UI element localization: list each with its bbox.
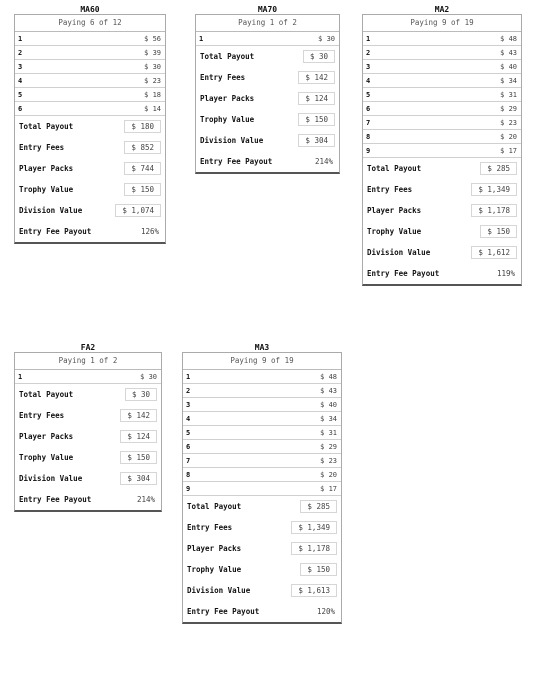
summary-value: $ 304: [120, 472, 157, 485]
place-number: 6: [186, 442, 191, 451]
summary-value: $ 150: [124, 183, 161, 196]
division-title: MA3: [254, 343, 270, 352]
place-row: [363, 102, 521, 116]
summary-label: Total Payout: [187, 502, 242, 511]
summary-label: Player Packs: [367, 206, 422, 215]
place-row: [196, 32, 339, 46]
payout-table: [14, 352, 162, 512]
summary-value: $ 1,178: [471, 204, 517, 217]
summary-label: Entry Fee Payout: [200, 157, 273, 166]
place-row: [183, 468, 341, 482]
place-row: [183, 426, 341, 440]
place-payout: $ 29: [320, 442, 337, 451]
summary-label: Trophy Value: [200, 115, 255, 124]
paying-label: Paying 9 of 19: [363, 15, 521, 32]
summary-value: $ 304: [298, 134, 335, 147]
summary-value: $ 285: [480, 162, 517, 175]
place-payout: $ 30: [140, 372, 157, 381]
place-row: [363, 116, 521, 130]
place-number: 1: [366, 34, 371, 43]
payout-table: [14, 14, 166, 244]
summary-list: [15, 116, 165, 242]
summary-row: [15, 426, 161, 447]
summary-label: Entry Fee Payout: [367, 269, 440, 278]
summary-row: [15, 405, 161, 426]
summary-label: Total Payout: [19, 122, 74, 131]
paying-label: Paying 1 of 2: [15, 353, 161, 370]
summary-value: $ 142: [120, 409, 157, 422]
summary-label: Trophy Value: [187, 565, 242, 574]
place-payout: $ 31: [320, 428, 337, 437]
summary-row: [15, 200, 165, 221]
paying-label: Paying 1 of 2: [196, 15, 339, 32]
place-number: 9: [186, 484, 191, 493]
summary-value: $ 150: [120, 451, 157, 464]
place-number: 1: [18, 372, 23, 381]
place-row: [15, 370, 161, 384]
payout-table: [195, 14, 340, 174]
place-number: 3: [18, 62, 23, 71]
summary-row: [363, 179, 521, 200]
places-list: [183, 370, 341, 496]
summary-value: $ 180: [124, 120, 161, 133]
payout-table: [182, 352, 342, 624]
summary-value: $ 1,349: [291, 521, 337, 534]
place-payout: $ 40: [320, 400, 337, 409]
summary-row: [15, 179, 165, 200]
paying-label: Paying 9 of 19: [183, 353, 341, 370]
summary-label: Trophy Value: [19, 185, 74, 194]
place-number: 4: [366, 76, 371, 85]
summary-value: $ 150: [300, 563, 337, 576]
summary-value: 120%: [316, 607, 335, 616]
summary-value: $ 1,613: [291, 584, 337, 597]
summary-row: [363, 200, 521, 221]
summary-row: [183, 580, 341, 601]
summary-value: $ 744: [124, 162, 161, 175]
summary-label: Total Payout: [367, 164, 422, 173]
summary-label: Total Payout: [19, 390, 74, 399]
place-row: [15, 88, 165, 102]
place-row: [15, 74, 165, 88]
summary-row: [183, 496, 341, 517]
summary-row: [363, 263, 521, 284]
place-number: 8: [366, 132, 371, 141]
place-number: 4: [186, 414, 191, 423]
summary-value: $ 30: [125, 388, 157, 401]
summary-row: [15, 447, 161, 468]
summary-list: [363, 158, 521, 284]
place-payout: $ 48: [500, 34, 517, 43]
place-payout: $ 23: [320, 456, 337, 465]
division-title: MA60: [80, 5, 100, 14]
place-payout: $ 17: [500, 146, 517, 155]
place-row: [363, 144, 521, 158]
place-payout: $ 30: [318, 34, 335, 43]
summary-label: Division Value: [19, 206, 83, 215]
place-payout: $ 30: [144, 62, 161, 71]
summary-list: [196, 46, 339, 172]
payout-table: [362, 14, 522, 286]
summary-row: [15, 137, 165, 158]
place-number: 2: [366, 48, 371, 57]
place-number: 1: [199, 34, 204, 43]
summary-label: Trophy Value: [367, 227, 422, 236]
place-number: 1: [18, 34, 23, 43]
place-number: 2: [186, 386, 191, 395]
place-payout: $ 29: [500, 104, 517, 113]
place-row: [15, 60, 165, 74]
summary-value: 214%: [314, 157, 333, 166]
summary-value: $ 1,612: [471, 246, 517, 259]
place-payout: $ 20: [500, 132, 517, 141]
summary-row: [196, 151, 339, 172]
place-payout: $ 23: [144, 76, 161, 85]
places-list: [196, 32, 339, 46]
place-number: 9: [366, 146, 371, 155]
place-row: [363, 60, 521, 74]
places-list: [363, 32, 521, 158]
place-row: [183, 370, 341, 384]
place-row: [363, 88, 521, 102]
division-title: MA2: [434, 5, 450, 14]
summary-value: $ 1,178: [291, 542, 337, 555]
summary-label: Division Value: [200, 136, 264, 145]
place-payout: $ 48: [320, 372, 337, 381]
place-number: 3: [366, 62, 371, 71]
summary-row: [183, 538, 341, 559]
paying-label: Paying 6 of 12: [15, 15, 165, 32]
place-payout: $ 20: [320, 470, 337, 479]
summary-value: $ 30: [303, 50, 335, 63]
summary-row: [15, 489, 161, 510]
summary-row: [15, 221, 165, 242]
place-number: 4: [18, 76, 23, 85]
summary-value: 214%: [136, 495, 155, 504]
place-row: [15, 102, 165, 116]
place-payout: $ 31: [500, 90, 517, 99]
summary-label: Division Value: [19, 474, 83, 483]
places-list: [15, 32, 165, 116]
summary-row: [15, 468, 161, 489]
place-payout: $ 40: [500, 62, 517, 71]
place-payout: $ 14: [144, 104, 161, 113]
place-number: 7: [366, 118, 371, 127]
summary-row: [183, 517, 341, 538]
summary-value: 119%: [496, 269, 515, 278]
division-panel-ma60: [14, 5, 166, 244]
place-payout: $ 43: [320, 386, 337, 395]
division-title: FA2: [80, 343, 96, 352]
summary-list: [15, 384, 161, 510]
place-payout: $ 43: [500, 48, 517, 57]
division-panel-ma3: [182, 343, 342, 624]
summary-label: Total Payout: [200, 52, 255, 61]
summary-label: Trophy Value: [19, 453, 74, 462]
place-number: 1: [186, 372, 191, 381]
summary-row: [363, 242, 521, 263]
place-payout: $ 17: [320, 484, 337, 493]
summary-value: $ 124: [298, 92, 335, 105]
summary-value: $ 150: [480, 225, 517, 238]
summary-value: $ 142: [298, 71, 335, 84]
place-row: [183, 398, 341, 412]
place-row: [183, 454, 341, 468]
summary-row: [363, 221, 521, 242]
summary-row: [183, 601, 341, 622]
summary-row: [183, 559, 341, 580]
division-title: MA70: [257, 5, 278, 14]
place-payout: $ 34: [500, 76, 517, 85]
summary-row: [196, 109, 339, 130]
place-row: [15, 46, 165, 60]
place-row: [363, 130, 521, 144]
place-number: 2: [18, 48, 23, 57]
summary-row: [196, 67, 339, 88]
place-number: 5: [366, 90, 371, 99]
place-row: [183, 482, 341, 496]
place-number: 6: [18, 104, 23, 113]
place-number: 5: [18, 90, 23, 99]
division-panel-fa2: [14, 343, 162, 512]
place-number: 6: [366, 104, 371, 113]
summary-value: $ 1,349: [471, 183, 517, 196]
summary-label: Entry Fees: [200, 73, 246, 82]
place-row: [15, 32, 165, 46]
summary-value: $ 124: [120, 430, 157, 443]
summary-label: Player Packs: [187, 544, 242, 553]
place-row: [363, 32, 521, 46]
summary-row: [15, 158, 165, 179]
place-row: [183, 440, 341, 454]
summary-row: [15, 384, 161, 405]
place-number: 7: [186, 456, 191, 465]
summary-row: [196, 88, 339, 109]
division-panel-ma2: [362, 5, 522, 286]
summary-label: Player Packs: [19, 432, 74, 441]
summary-list: [183, 496, 341, 622]
place-payout: $ 34: [320, 414, 337, 423]
place-number: 5: [186, 428, 191, 437]
summary-label: Player Packs: [200, 94, 255, 103]
place-row: [363, 46, 521, 60]
place-row: [363, 74, 521, 88]
place-payout: $ 56: [144, 34, 161, 43]
summary-label: Division Value: [187, 586, 251, 595]
place-row: [183, 384, 341, 398]
summary-value: $ 1,074: [115, 204, 161, 217]
summary-label: Entry Fee Payout: [19, 495, 92, 504]
summary-label: Player Packs: [19, 164, 74, 173]
summary-row: [196, 130, 339, 151]
summary-label: Entry Fees: [367, 185, 413, 194]
summary-value: $ 150: [298, 113, 335, 126]
summary-label: Entry Fee Payout: [187, 607, 260, 616]
summary-value: $ 285: [300, 500, 337, 513]
places-list: [15, 370, 161, 384]
summary-value: $ 852: [124, 141, 161, 154]
summary-value: 126%: [140, 227, 159, 236]
summary-label: Division Value: [367, 248, 431, 257]
summary-label: Entry Fees: [19, 411, 65, 420]
summary-label: Entry Fees: [19, 143, 65, 152]
division-panel-ma70: [195, 5, 340, 174]
summary-row: [196, 46, 339, 67]
place-number: 3: [186, 400, 191, 409]
place-row: [183, 412, 341, 426]
place-payout: $ 18: [144, 90, 161, 99]
place-payout: $ 23: [500, 118, 517, 127]
summary-label: Entry Fees: [187, 523, 233, 532]
summary-label: Entry Fee Payout: [19, 227, 92, 236]
place-payout: $ 39: [144, 48, 161, 57]
summary-row: [15, 116, 165, 137]
summary-row: [363, 158, 521, 179]
place-number: 8: [186, 470, 191, 479]
